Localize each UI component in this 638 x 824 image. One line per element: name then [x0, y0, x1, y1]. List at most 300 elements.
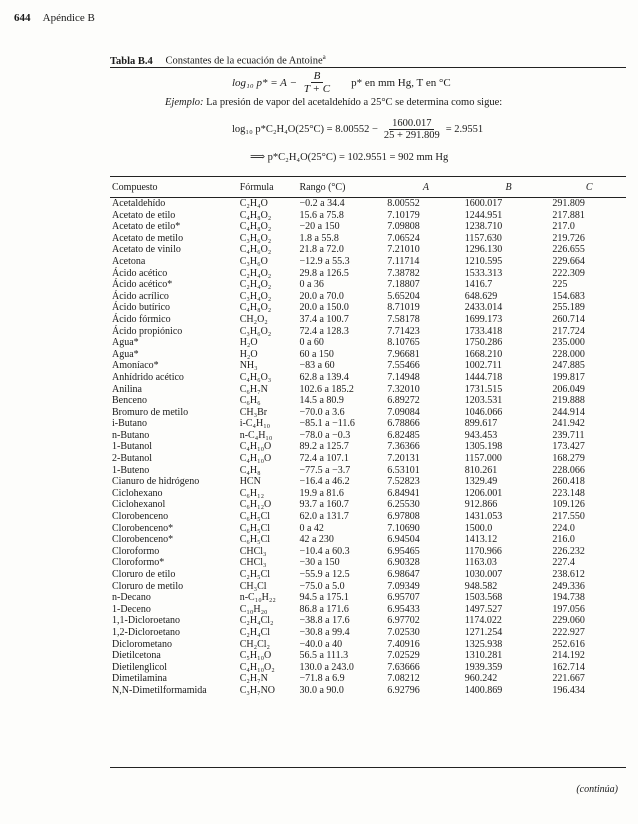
- cell-range: 72.4 a 128.3: [299, 325, 349, 337]
- cell-b: 810.261: [464, 464, 498, 476]
- cell-c: 217.724: [552, 325, 585, 337]
- cell-c: 223.148: [552, 487, 585, 499]
- example-result: ⟹ p*C₂H₄O(25°C) = 102.9551 = 902 mm Hg: [250, 152, 449, 163]
- table-row: [110, 557, 626, 569]
- table-row: [110, 407, 626, 419]
- table-row: [110, 476, 626, 488]
- cell-formula: C₄H₈O₂: [239, 221, 272, 233]
- table-row: [110, 302, 626, 314]
- cell-range: 37.4 a 100.7: [299, 313, 349, 325]
- cell-b: 1503.568: [464, 592, 503, 604]
- cell-formula: C₃H₇NO: [239, 684, 276, 696]
- formula-units: p* en mm Hg, T en °C: [351, 76, 451, 89]
- table-row: [110, 499, 626, 511]
- cell-compound: Ácido fórmico: [112, 313, 171, 325]
- cell-b: 1030.007: [464, 569, 503, 580]
- cell-b: 1210.595: [464, 255, 503, 267]
- table-row: [110, 244, 626, 256]
- cell-compound: n-Butano: [112, 429, 150, 441]
- cell-c: 249.336: [552, 580, 585, 592]
- cell-c: 222.309: [552, 267, 585, 279]
- cell-a: 7.63666: [387, 661, 420, 673]
- cell-c: 244.914: [552, 406, 585, 418]
- cell-a: 6.78866: [387, 418, 420, 430]
- cell-formula: CH₃Br: [239, 406, 268, 418]
- cell-formula: C₂H₅Cl: [239, 569, 271, 580]
- cell-range: −78.0 a −0.3: [299, 429, 351, 441]
- cell-compound: 1-Buteno: [112, 464, 150, 476]
- cell-formula: C₆H₇N: [239, 383, 268, 395]
- cell-b: 1002.711: [464, 360, 502, 372]
- cell-a: 7.11714: [387, 255, 420, 267]
- cell-compound: Acetato de vinilo: [112, 244, 181, 256]
- cell-b: 1444.718: [464, 371, 503, 383]
- cell-c: 221.667: [552, 673, 585, 685]
- cell-c: 219.726: [552, 232, 585, 244]
- cell-range: −70.0 a 3.6: [299, 406, 345, 418]
- cell-c: 197.056: [552, 603, 585, 615]
- cell-formula: C₆H₁₂O: [239, 499, 272, 511]
- table-row: [110, 360, 626, 372]
- cell-compound: Ácido acrílico: [112, 290, 169, 302]
- cell-a: 7.02530: [387, 626, 420, 638]
- cell-range: −20 a 150: [299, 221, 340, 233]
- calc-fraction: [381, 118, 443, 141]
- cell-compound: Cianuro de hidrógeno: [112, 476, 200, 488]
- cell-b: 1310.281: [464, 650, 503, 662]
- cell-c: 154.683: [552, 290, 585, 302]
- cell-compound: Dietilcetona: [112, 650, 161, 662]
- cell-a: 7.52823: [387, 476, 420, 488]
- cell-b: 1325.938: [464, 638, 503, 650]
- table-row: [110, 384, 626, 396]
- cell-a: 5.65204: [387, 290, 420, 302]
- table-row: [110, 511, 626, 523]
- cell-formula: C₄H₆O₃: [239, 371, 272, 383]
- cell-compound: 2-Butanol: [112, 453, 152, 465]
- cell-compound: 1,1-Dicloroetano: [112, 615, 181, 627]
- cell-formula: C₆H₅Cl: [239, 534, 271, 546]
- cell-formula: CH₂Cl₂: [239, 638, 271, 650]
- cell-c: 260.418: [552, 476, 585, 488]
- cell-range: 72.4 a 107.1: [299, 453, 349, 465]
- cell-formula: C₂H₄O₂: [239, 279, 272, 291]
- cell-range: 0 a 36: [299, 279, 324, 291]
- cell-compound: Dietilenglicol: [112, 661, 167, 673]
- cell-formula: H₂O: [239, 348, 258, 360]
- cell-range: −10.4 a 60.3: [299, 545, 350, 557]
- cell-c: 224.0: [552, 522, 575, 534]
- col-header-b: B: [465, 178, 553, 198]
- cell-b: 960.242: [464, 673, 498, 685]
- footnote-mark: a: [322, 53, 326, 61]
- table-row: [110, 291, 626, 303]
- cell-a: 6.89272: [387, 395, 420, 407]
- cell-c: 260.714: [552, 313, 585, 325]
- cell-formula: C₂H₄Cl₂: [239, 615, 274, 627]
- cell-compound: Cloroformo*: [112, 557, 165, 569]
- calc-numerator: 1600.017: [389, 118, 434, 130]
- cell-a: 8.71019: [387, 302, 420, 314]
- cell-range: 0 a 60: [299, 337, 324, 349]
- cell-range: 30.0 a 90.0: [299, 684, 344, 696]
- cell-a: 6.84941: [387, 487, 420, 499]
- cell-b: 1416.7: [464, 279, 493, 291]
- cell-compound: Ácido acético: [112, 267, 168, 279]
- cell-range: −16.4 a 46.2: [299, 476, 350, 488]
- table-row: [110, 314, 626, 326]
- cell-formula: C₃H₄O₂: [239, 290, 272, 302]
- formula-lhs: log₁₀ p* = A −: [232, 76, 297, 89]
- cell-c: 217.0: [552, 221, 575, 233]
- cell-formula: C₄H₆O₂: [239, 244, 272, 256]
- cell-compound: Cloruro de metilo: [112, 580, 184, 592]
- cell-formula: C₆H₁₂: [239, 487, 265, 499]
- cell-c: 217.550: [552, 511, 585, 523]
- cell-a: 7.36366: [387, 441, 420, 453]
- table-row: [110, 627, 626, 639]
- cell-formula: C₆H₆: [239, 395, 261, 407]
- cell-range: −30.8 a 99.4: [299, 626, 350, 638]
- cell-b: 2433.014: [464, 302, 503, 314]
- table-row: [110, 615, 626, 627]
- antoine-formula: [232, 70, 451, 95]
- table-row: [110, 534, 626, 546]
- table-row: [110, 279, 626, 291]
- table-title: Constantes de la ecuación de Antoine: [165, 55, 323, 67]
- cell-formula: C₄H₈O₂: [239, 302, 272, 314]
- continued-note: (continúa): [576, 784, 618, 795]
- table-row: [110, 662, 626, 674]
- cell-range: 93.7 a 160.7: [299, 499, 349, 511]
- cell-c: 162.714: [552, 661, 585, 673]
- table-row: [110, 337, 626, 349]
- cell-c: 216.0: [552, 534, 575, 546]
- table-row: [110, 395, 626, 407]
- cell-a: 6.82485: [387, 429, 420, 441]
- cell-a: 7.18807: [387, 279, 420, 291]
- col-header-range: Rango (°C): [299, 178, 387, 198]
- formula-fraction: [301, 70, 333, 95]
- cell-formula: C₄H₁₀O: [239, 441, 272, 453]
- cell-formula: C₂H₄O₂: [239, 267, 272, 279]
- table-row: [110, 453, 626, 465]
- cell-range: 56.5 a 111.3: [299, 650, 349, 662]
- cell-formula: C₂H₇N: [239, 673, 268, 685]
- cell-compound: 1-Butanol: [112, 441, 152, 453]
- cell-range: 19.9 a 81.6: [299, 487, 344, 499]
- cell-a: 7.96681: [387, 348, 420, 360]
- cell-c: 214.192: [552, 650, 585, 662]
- example-label: Ejemplo:: [165, 97, 204, 108]
- cell-a: 7.10690: [387, 522, 420, 534]
- cell-formula: CHCl₃: [239, 557, 267, 569]
- cell-range: −0.2 a 34.4: [299, 198, 345, 209]
- cell-compound: Clorobenceno*: [112, 534, 174, 546]
- table-row: [110, 430, 626, 442]
- cell-c: 241.942: [552, 418, 585, 430]
- cell-range: −75.0 a 5.0: [299, 580, 345, 592]
- cell-b: 1206.001: [464, 487, 503, 499]
- cell-range: −83 a 60: [299, 360, 335, 372]
- cell-range: 130.0 a 243.0: [299, 661, 354, 673]
- cell-c: 238.612: [552, 569, 585, 580]
- cell-a: 7.02529: [387, 650, 420, 662]
- cell-c: 229.664: [552, 255, 585, 267]
- cell-range: −12.9 a 55.3: [299, 255, 350, 267]
- cell-compound: Diclorometano: [112, 638, 172, 650]
- table-bottom-rule: [110, 767, 626, 768]
- cell-c: 252.616: [552, 638, 585, 650]
- cell-a: 6.97702: [387, 615, 420, 627]
- cell-a: 7.09084: [387, 406, 420, 418]
- antoine-table: [110, 178, 626, 697]
- table-row: [110, 592, 626, 604]
- cell-formula: i-C₄H₁₀: [239, 418, 271, 430]
- cell-c: 228.066: [552, 464, 585, 476]
- cell-range: −77.5 a −3.7: [299, 464, 351, 476]
- cell-range: −71.8 a 6.9: [299, 673, 345, 685]
- cell-formula: C₅H₁₀O: [239, 650, 272, 662]
- cell-a: 6.97808: [387, 511, 420, 523]
- cell-c: 229.060: [552, 615, 585, 627]
- cell-b: 1174.022: [464, 615, 502, 627]
- cell-range: −55.9 a 12.5: [299, 569, 350, 580]
- cell-c: 109.126: [552, 499, 585, 511]
- cell-range: 20.0 a 150.0: [299, 302, 349, 314]
- cell-a: 7.32010: [387, 383, 420, 395]
- cell-compound: Acetaldehído: [112, 198, 166, 209]
- calc-rhs: = 2.9551: [445, 124, 484, 135]
- cell-b: 943.453: [464, 429, 498, 441]
- cell-compound: Ácido butírico: [112, 302, 171, 314]
- cell-c: 206.049: [552, 383, 585, 395]
- cell-b: 1046.066: [464, 406, 503, 418]
- cell-c: 227.4: [552, 557, 575, 569]
- cell-compound: Bromuro de metilo: [112, 406, 189, 418]
- cell-compound: Anhídrido acético: [112, 371, 184, 383]
- cell-b: 1533.313: [464, 267, 503, 279]
- cell-range: 21.8 a 72.0: [299, 244, 344, 256]
- cell-a: 6.95707: [387, 592, 420, 604]
- table-row: [110, 221, 626, 233]
- cell-compound: Acetato de etilo*: [112, 221, 181, 233]
- formula-numerator: B: [311, 70, 324, 83]
- cell-formula: C₄H₈O₂: [239, 209, 272, 221]
- cell-b: 1170.966: [464, 545, 502, 557]
- table-row: [110, 256, 626, 268]
- cell-range: 94.5 a 175.1: [299, 592, 349, 604]
- cell-compound: Ciclohexanol: [112, 499, 166, 511]
- cell-c: 235.000: [552, 337, 585, 349]
- table-row: [110, 581, 626, 593]
- cell-b: 1238.710: [464, 221, 503, 233]
- table-row: [110, 488, 626, 500]
- cell-compound: Cloroformo: [112, 545, 160, 557]
- running-head: Apéndice B: [42, 12, 95, 24]
- cell-range: 86.8 a 171.6: [299, 603, 349, 615]
- cell-compound: Acetato de etilo: [112, 209, 176, 221]
- cell-range: 102.6 a 185.2: [299, 383, 354, 395]
- cell-range: 60 a 150: [299, 348, 334, 360]
- cell-range: 62.0 a 131.7: [299, 511, 349, 523]
- cell-compound: N,N-Dimetilformamida: [112, 684, 207, 696]
- cell-a: 7.10179: [387, 209, 420, 221]
- table-row: [110, 372, 626, 384]
- cell-compound: Amoníaco*: [112, 360, 159, 372]
- cell-compound: Dimetilamina: [112, 673, 167, 685]
- cell-compound: Agua*: [112, 337, 139, 349]
- cell-b: 1431.053: [464, 511, 503, 523]
- cell-compound: 1-Deceno: [112, 603, 151, 615]
- table-label: Tabla B.4: [110, 55, 153, 67]
- cell-compound: Ciclohexano: [112, 487, 163, 499]
- cell-a: 6.92796: [387, 684, 420, 696]
- cell-formula: C₆H₅Cl: [239, 522, 271, 534]
- cell-b: 1731.515: [464, 383, 503, 395]
- cell-formula: C₄H₁₀O: [239, 453, 272, 465]
- cell-c: 255.189: [552, 302, 585, 314]
- cell-b: 899.617: [464, 418, 498, 430]
- cell-a: 8.10765: [387, 337, 420, 349]
- cell-formula: n-C₁₀H₂₂: [239, 592, 276, 604]
- cell-a: 7.20131: [387, 453, 420, 465]
- cell-c: 225: [552, 279, 568, 291]
- table-row: [110, 650, 626, 662]
- cell-c: 168.279: [552, 453, 585, 465]
- cell-formula: C₂H₄O: [239, 198, 268, 209]
- cell-a: 7.09349: [387, 580, 420, 592]
- cell-b: 1244.951: [464, 209, 503, 221]
- cell-b: 1699.173: [464, 313, 503, 325]
- cell-compound: Clorobenceno*: [112, 522, 174, 534]
- cell-compound: Acetato de metilo: [112, 232, 184, 244]
- cell-compound: Agua*: [112, 348, 139, 360]
- cell-a: 8.00552: [387, 198, 420, 209]
- cell-range: 89.2 a 125.7: [299, 441, 349, 453]
- table-top-rule: [110, 176, 626, 177]
- example-description: La presión de vapor del acetaldehído a 25°C se determina como sigue:: [206, 97, 503, 108]
- cell-a: 6.98647: [387, 569, 420, 580]
- cell-range: −30 a 150: [299, 557, 340, 569]
- cell-compound: Cloruro de etilo: [112, 569, 176, 580]
- cell-formula: n-C₄H₁₀: [239, 429, 273, 441]
- cell-b: 1750.286: [464, 337, 503, 349]
- cell-range: 42 a 230: [299, 534, 334, 546]
- table-row: [110, 673, 626, 685]
- table-row: [110, 569, 626, 581]
- cell-b: 1157.630: [464, 232, 502, 244]
- calc-lhs: log₁₀ p*C₂H₄O(25°C) = 8.00552 −: [232, 124, 378, 135]
- cell-formula: C₂H₄Cl: [239, 626, 271, 638]
- cell-compound: 1,2-Dicloroetano: [112, 626, 181, 638]
- cell-a: 6.25530: [387, 499, 420, 511]
- cell-formula: C₃H₆O: [239, 255, 268, 267]
- cell-a: 7.40916: [387, 638, 420, 650]
- table-row: [110, 326, 626, 338]
- cell-formula: C₄H₁₀O₂: [239, 661, 275, 673]
- table-row: [110, 418, 626, 430]
- cell-c: 228.000: [552, 348, 585, 360]
- example-calculation: [232, 118, 483, 141]
- cell-formula: CH₃Cl: [239, 580, 267, 592]
- cell-formula: NH₃: [239, 360, 258, 372]
- table-row: [110, 198, 626, 210]
- cell-compound: Ácido propiónico: [112, 325, 183, 337]
- cell-c: 239.711: [552, 429, 585, 441]
- cell-a: 7.08212: [387, 673, 420, 685]
- table-row: [110, 210, 626, 222]
- table-row: [110, 465, 626, 477]
- cell-c: 194.738: [552, 592, 585, 604]
- cell-b: 1939.359: [464, 661, 503, 673]
- page-header: [14, 12, 95, 24]
- cell-b: 1329.49: [464, 476, 498, 488]
- cell-formula: CH₂O₂: [239, 313, 268, 325]
- cell-c: 199.817: [552, 371, 585, 383]
- page-number: 644: [14, 12, 31, 24]
- table-header-row: [110, 178, 626, 198]
- cell-b: 1500.0: [464, 522, 493, 534]
- formula-denominator: T + C: [303, 83, 331, 95]
- cell-c: 217.881: [552, 209, 585, 221]
- cell-b: 1305.198: [464, 441, 503, 453]
- cell-formula: C₃H₆O₂: [239, 325, 272, 337]
- cell-c: 226.232: [552, 545, 585, 557]
- cell-b: 1271.254: [464, 626, 503, 638]
- cell-a: 6.95465: [387, 545, 420, 557]
- cell-b: 1668.210: [464, 348, 503, 360]
- col-header-a: A: [387, 178, 465, 198]
- cell-compound: n-Decano: [112, 592, 151, 604]
- cell-range: 15.6 a 75.8: [299, 209, 344, 221]
- cell-compound: Benceno: [112, 395, 147, 407]
- cell-formula: C₁₀H₂₀: [239, 603, 268, 615]
- cell-a: 6.95433: [387, 603, 420, 615]
- example-text: [165, 97, 502, 108]
- cell-c: 173.427: [552, 441, 585, 453]
- cell-range: −40.0 a 40: [299, 638, 343, 650]
- cell-a: 6.90328: [387, 557, 420, 569]
- table-row: [110, 523, 626, 535]
- cell-a: 7.09808: [387, 221, 420, 233]
- cell-b: 648.629: [464, 290, 498, 302]
- cell-a: 7.21010: [387, 244, 420, 256]
- cell-a: 7.55466: [387, 360, 420, 372]
- cell-a: 6.53101: [387, 464, 420, 476]
- caption-rule: [110, 67, 626, 68]
- cell-formula: C₃H₆O₂: [239, 232, 272, 244]
- cell-a: 7.06524: [387, 232, 420, 244]
- cell-b: 1203.531: [464, 395, 503, 407]
- cell-b: 948.582: [464, 580, 498, 592]
- cell-range: 0 a 42: [299, 522, 324, 534]
- cell-b: 1733.418: [464, 325, 503, 337]
- cell-compound: Clorobenceno: [112, 511, 169, 523]
- cell-a: 6.94504: [387, 534, 420, 546]
- table-row: [110, 604, 626, 616]
- cell-compound: i-Butano: [112, 418, 147, 430]
- cell-a: 7.71423: [387, 325, 420, 337]
- table-row: [110, 441, 626, 453]
- cell-compound: Acetona: [112, 255, 146, 267]
- table-row: [110, 349, 626, 361]
- cell-range: −38.8 a 17.6: [299, 615, 350, 627]
- cell-compound: Ácido acético*: [112, 279, 173, 291]
- table-row: [110, 546, 626, 558]
- cell-b: 1400.869: [464, 684, 503, 696]
- calc-denominator: 25 + 291.809: [383, 130, 440, 141]
